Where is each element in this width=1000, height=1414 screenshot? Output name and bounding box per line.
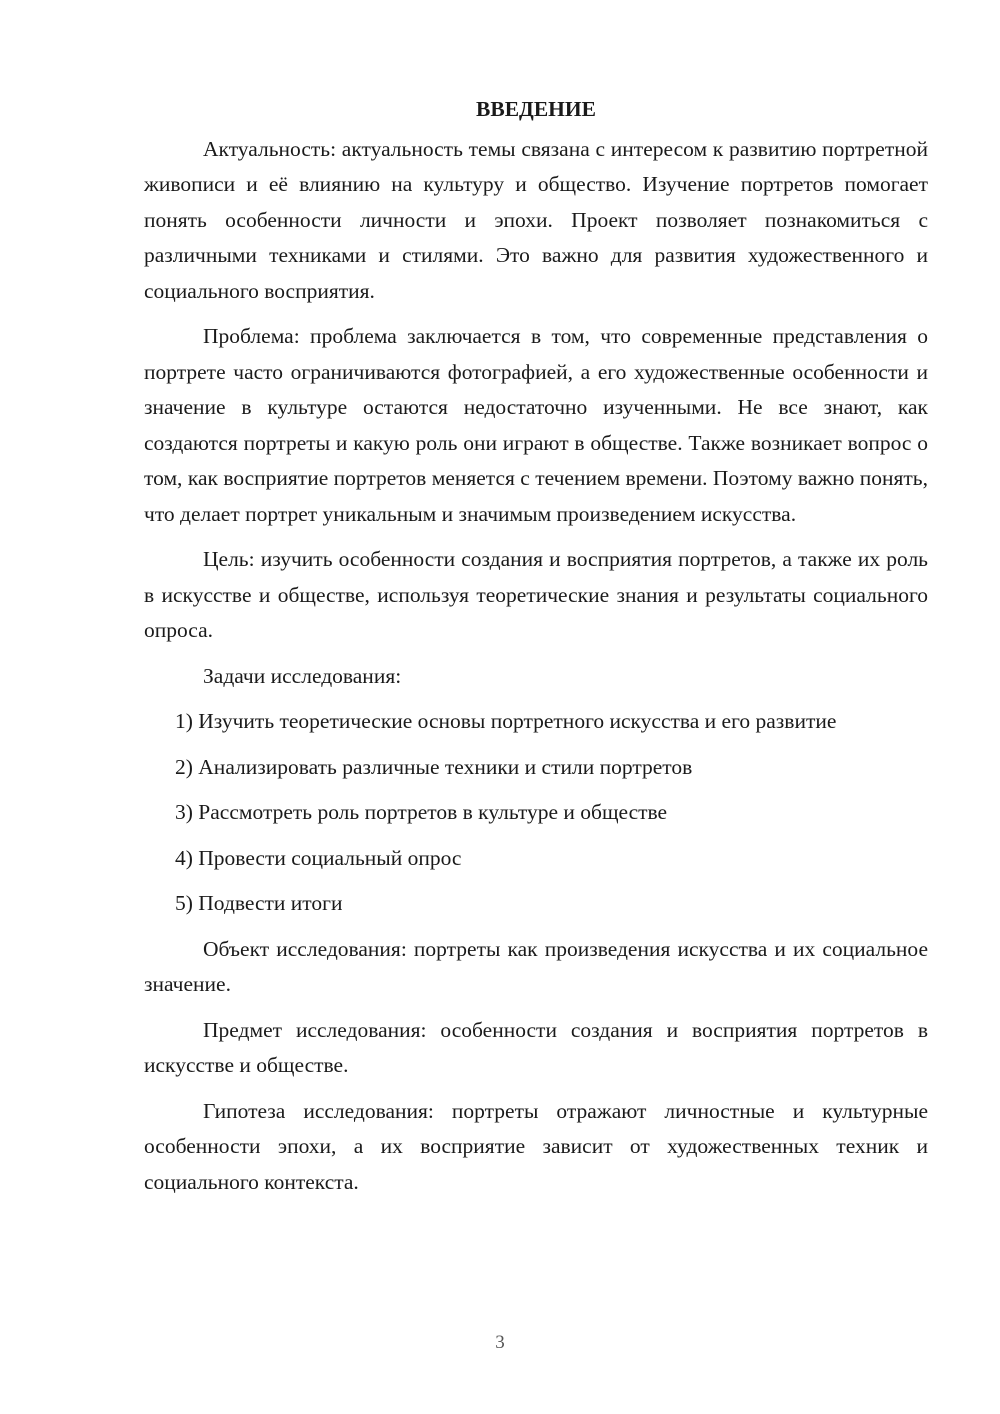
- paragraph-subject: Предмет исследования: особенности создания и восприятия портретов в искусстве и обществе.: [144, 1017, 928, 1077]
- section-title: ВВЕДЕНИЕ: [476, 97, 596, 121]
- paragraph-problem: Проблема: проблема заключается в том, что современные представления о портрете часто ограничиваются фотографией, а его художественные особенности и значение в культуре остаются недостаточно изученными. Не все знают, как создаются портреты и какую роль они играют в обществе. Также возникает вопрос о том, как восприятие портретов меняется с течением времени. Поэтому важно понять, что делает портрет уникальным и значимым произведением искусства.: [144, 324, 928, 526]
- task-item-5: 5) Подвести итоги: [175, 891, 343, 915]
- paragraph-object: Объект исследования: портреты как произведения искусства и их социальное значение.: [144, 936, 928, 996]
- page-number: 3: [495, 1332, 505, 1353]
- paragraph-tasks-heading: Задачи исследования:: [203, 663, 402, 688]
- document-page: [144, 92, 928, 1210]
- paragraph-relevance: Актуальность: актуальность темы связана с интересом к развитию портретной живописи и её влиянию на культуру и общество. Изучение портретов помогает понять особенности личности и эпохи. Проект позволяет познакомиться с различными техниками и стилями. Это важно для развития художественного и социального восприятия.: [144, 136, 928, 303]
- task-item-3: 3) Рассмотреть роль портретов в культуре и обществе: [175, 800, 668, 824]
- task-item-2: 2) Анализировать различные техники и стили портретов: [175, 754, 693, 779]
- paragraph-goal: Цель: изучить особенности создания и восприятия портретов, а также их роль в искусстве и обществе, используя теоретические знания и результаты социального опроса.: [144, 547, 928, 642]
- task-item-4: 4) Провести социальный опрос: [175, 845, 462, 870]
- paragraph-hypothesis: Гипотеза исследования: портреты отражают личностные и культурные особенности эпохи, а их восприятие зависит от художественных техник и социального контекста.: [144, 1098, 928, 1194]
- task-item-1: 1) Изучить теоретические основы портретного искусства и его развитие: [175, 709, 837, 733]
